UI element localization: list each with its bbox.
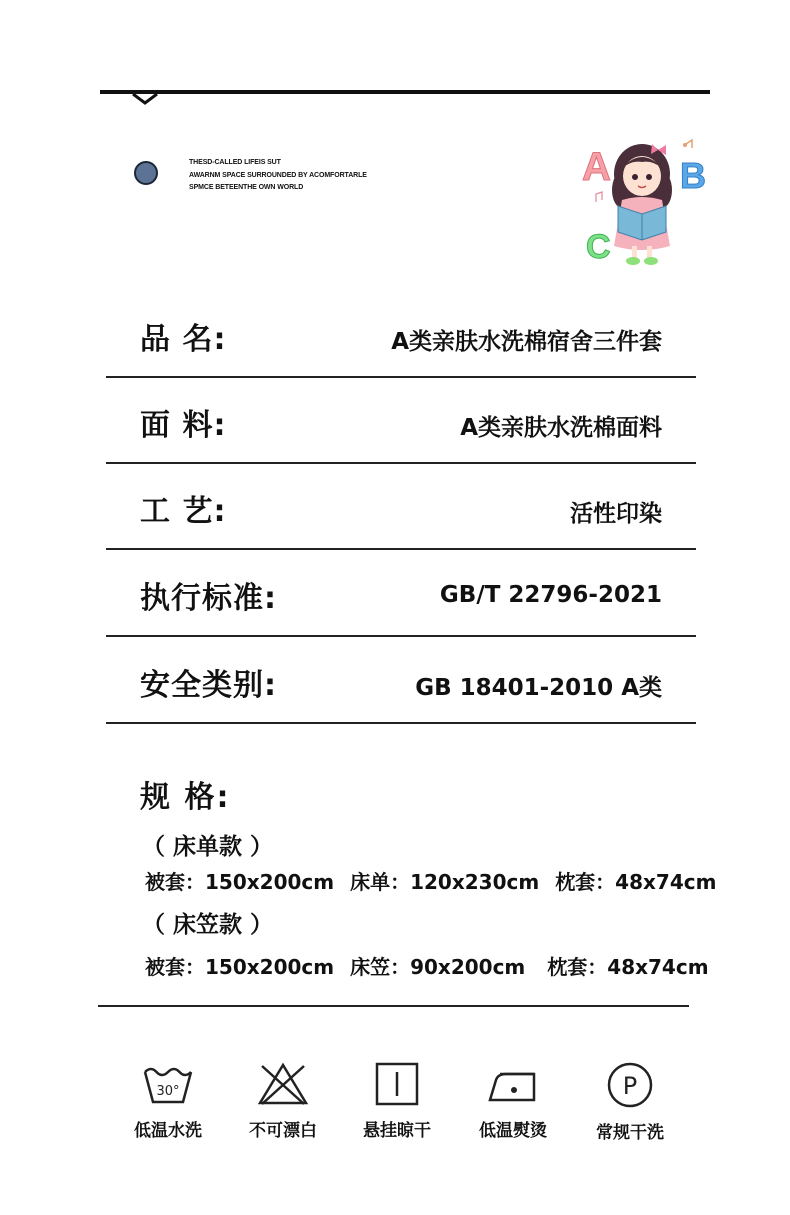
spec-label: 品 名:	[140, 322, 227, 357]
size-title: 规 格:	[140, 780, 231, 815]
section-divider	[98, 1005, 689, 1007]
no-bleach-icon	[256, 1062, 310, 1106]
size-item: 床笠：90x200cm	[350, 955, 526, 979]
spec-row-process	[106, 464, 696, 550]
care-label: 悬挂晾干	[363, 1121, 431, 1141]
size-variant-fitted: （ 床笠款 ）	[142, 912, 274, 938]
care-item-dry	[347, 1062, 447, 1141]
spec-value: 活性印染	[570, 501, 662, 527]
tagline-line-1: THESD-CALLED LIFEIS SUT	[189, 159, 281, 166]
wash-temp: 30°	[156, 1084, 180, 1099]
care-item-bleach	[233, 1062, 333, 1141]
top-divider	[100, 90, 710, 94]
care-label: 低温水洗	[134, 1121, 202, 1141]
letter-c: C	[586, 228, 611, 266]
tagline	[189, 157, 367, 195]
size-item: 床单：120x230cm	[350, 870, 540, 894]
spec-row-safety	[106, 638, 696, 724]
size-item: 枕套：48x74cm	[547, 955, 709, 979]
spec-row-product-name	[106, 292, 696, 378]
spec-label: 面 料:	[140, 408, 227, 443]
wash-30-icon	[141, 1062, 195, 1106]
size-item: 被套：150x200cm	[145, 955, 335, 979]
row-divider	[106, 548, 696, 550]
spec-value: GB/T 22796-2021	[439, 582, 662, 608]
size-item: 被套：150x200cm	[145, 870, 335, 894]
spec-label: 工 艺:	[140, 494, 227, 529]
letter-b: B	[680, 155, 706, 196]
tagline-line-3: SPMCE BETEENTHE OWN WORLD	[189, 184, 304, 191]
care-label: 不可漂白	[249, 1121, 317, 1141]
low-iron-icon	[486, 1062, 540, 1106]
spec-value: GB 18401-2010 A类	[415, 675, 662, 701]
letter-a: A	[582, 145, 611, 189]
row-divider	[106, 635, 696, 637]
size-variant-sheet: （ 床单款 ）	[142, 834, 274, 860]
care-item-wash	[118, 1062, 218, 1141]
spec-value: A类亲肤水洗棉宿舍三件套	[391, 329, 662, 355]
dry-clean-symbol: P	[622, 1072, 638, 1100]
spec-label: 安全类别:	[140, 668, 277, 703]
line-dry-icon	[370, 1062, 424, 1106]
spec-label: 执行标准:	[140, 581, 277, 616]
care-item-dryclean	[580, 1062, 680, 1143]
spec-value: A类亲肤水洗棉面料	[460, 415, 662, 441]
care-label: 常规干洗	[596, 1123, 664, 1143]
spec-row-fabric	[106, 378, 696, 464]
dry-clean-p-icon	[603, 1062, 657, 1108]
size-item: 枕套：48x74cm	[555, 870, 717, 894]
care-item-iron	[463, 1062, 563, 1141]
size-line-fitted	[145, 951, 725, 980]
girl-reading-illustration	[578, 130, 708, 268]
size-line-sheet	[145, 866, 732, 895]
spec-row-standard	[106, 551, 696, 637]
accent-dot	[134, 161, 158, 185]
tagline-line-2: AWARNM SPACE SURROUNDED BY ACOMFORTARLE	[189, 171, 367, 179]
notch-icon	[132, 93, 158, 105]
row-divider	[106, 722, 696, 724]
care-label: 低温熨烫	[479, 1121, 547, 1141]
